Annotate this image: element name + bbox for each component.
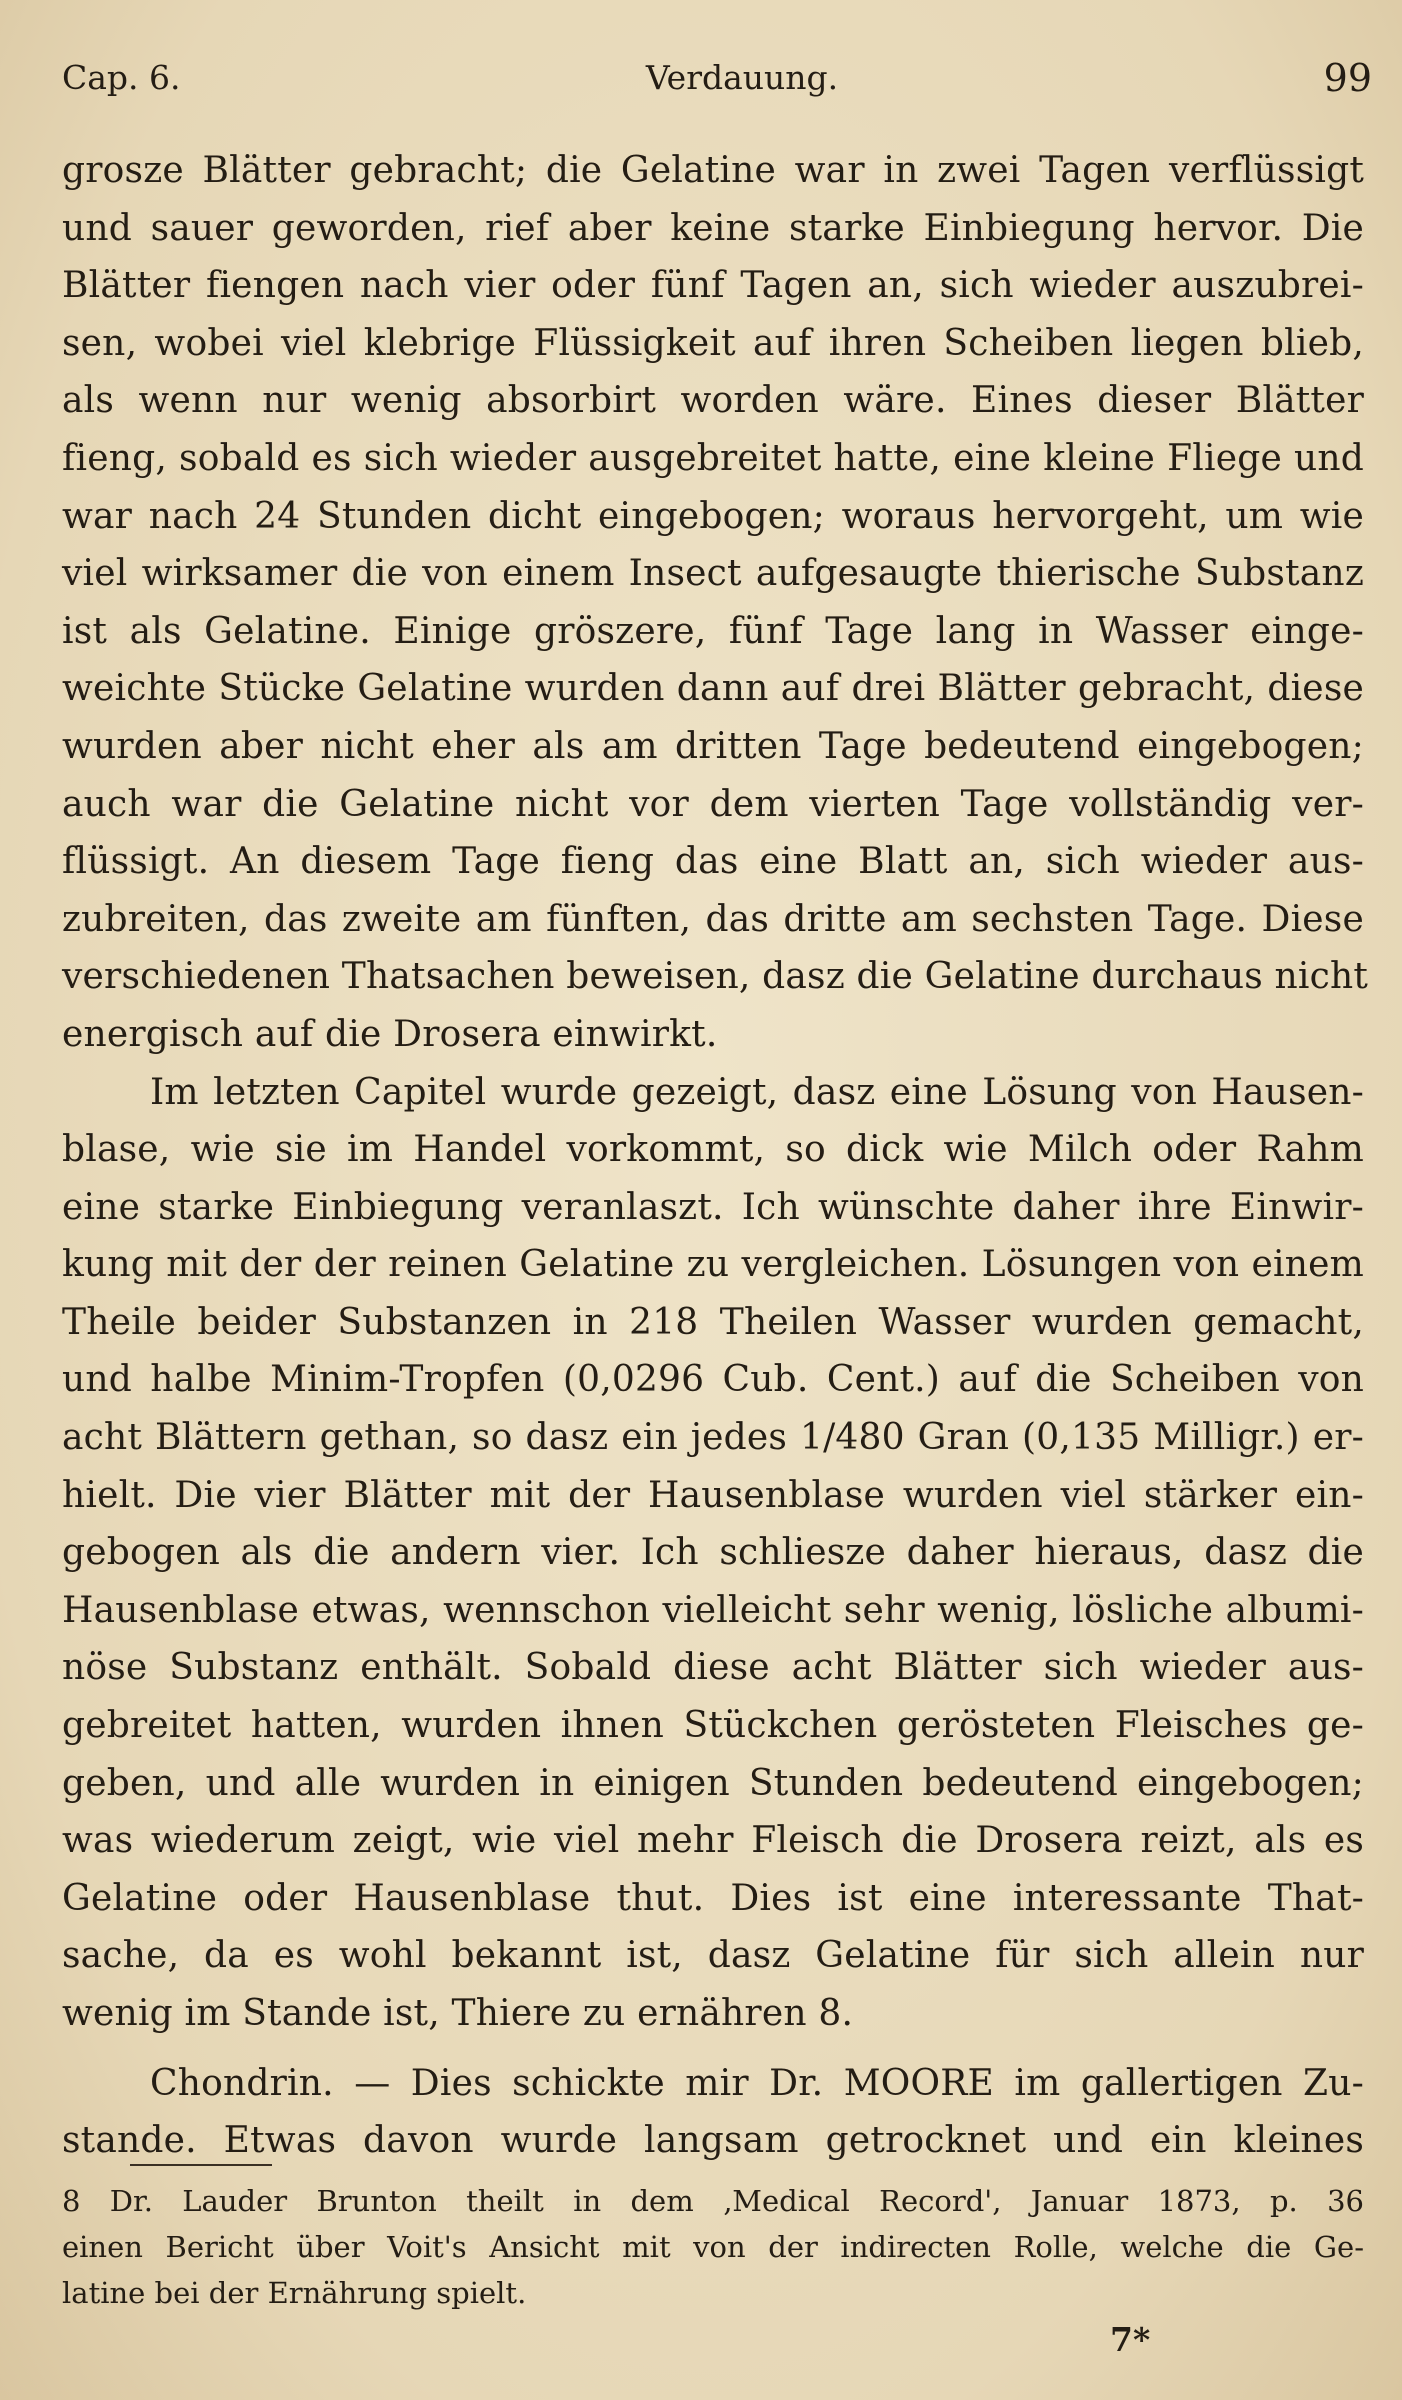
text-line: weichte Stücke Gelatine wurden dann auf drei Blätter gebracht, diese bbox=[62, 668, 1364, 710]
text-line: blase, wie sie im Handel vorkommt, so dick wie Milch oder Rahm bbox=[62, 1129, 1364, 1171]
section-chondrin-first-line: Chondrin. — Dies schickte mir Dr. MOORE im gallertigen Zu- bbox=[150, 2062, 1364, 2104]
text-line: wurden aber nicht eher als am dritten Tage bedeutend eingebogen; bbox=[62, 725, 1364, 767]
footnote bbox=[62, 2178, 1364, 2316]
text-line: stande. Etwas davon wurde langsam getrocknet und ein kleines bbox=[62, 2120, 1364, 2162]
paragraph-first-line: Im letzten Capitel wurde gezeigt, dasz eine Lösung von Hausen- bbox=[150, 1071, 1364, 1113]
page-number: 99 bbox=[1323, 56, 1372, 100]
text-line: zubreiten, das zweite am fünften, das dritte am sechsten Tage. Diese bbox=[62, 898, 1364, 940]
text-line: kung mit der der reinen Gelatine zu vergleichen. Lösungen von einem bbox=[62, 1244, 1364, 1286]
text-line: als wenn nur wenig absorbirt worden wäre. Eines dieser Blätter bbox=[62, 380, 1364, 422]
footnote-line: einen Bericht über Voit's Ansicht mit von der indirecten Rolle, welche die Ge- bbox=[62, 2230, 1364, 2264]
text-line: Hausenblase etwas, wennschon vielleicht sehr wenig, lösliche albumi- bbox=[62, 1589, 1364, 1631]
text-line: fieng, sobald es sich wieder ausgebreitet hatte, eine kleine Fliege und bbox=[62, 437, 1364, 479]
chapter-label: Cap. 6. bbox=[62, 58, 181, 97]
text-line: gebreitet hatten, wurden ihnen Stückchen gerösteten Fleisches ge- bbox=[62, 1705, 1364, 1747]
paragraph-gap bbox=[62, 2043, 1364, 2055]
text-line: viel wirksamer die von einem Insect aufgesaugte thierische Substanz bbox=[62, 553, 1364, 595]
text-line: hielt. Die vier Blätter mit der Hausenblase wurden viel stärker ein- bbox=[62, 1474, 1364, 1516]
text-line: und sauer geworden, rief aber keine starke Einbiegung hervor. Die bbox=[62, 207, 1364, 249]
signature-mark: 7* bbox=[1110, 2320, 1151, 2359]
text-line: acht Blättern gethan, so dasz ein jedes 1/480 Gran (0,135 Milligr.) er- bbox=[62, 1417, 1364, 1459]
text-line: Blätter fiengen nach vier oder fünf Tagen an, sich wieder auszubrei- bbox=[62, 265, 1364, 307]
running-head bbox=[62, 52, 1372, 104]
main-text bbox=[62, 142, 1369, 2170]
paragraph-end-line: wenig im Stande ist, Thiere zu ernähren 8. bbox=[62, 1993, 854, 2034]
footnote-rule bbox=[130, 2164, 272, 2166]
running-title: Verdauung. bbox=[645, 58, 839, 97]
text-line: und halbe Minim-Tropfen (0,0296 Cub. Cent.) auf die Scheiben von bbox=[62, 1359, 1364, 1401]
text-line: verschiedenen Thatsachen beweisen, dasz die Gelatine durchaus nicht bbox=[62, 956, 1369, 998]
text-line: sen, wobei viel klebrige Flüssigkeit auf ihren Scheiben liegen blieb, bbox=[62, 322, 1364, 364]
text-line: sache, da es wohl bekannt ist, dasz Gelatine für sich allein nur bbox=[62, 1935, 1364, 1977]
text-line: auch war die Gelatine nicht vor dem vierten Tage vollständig ver- bbox=[62, 783, 1364, 825]
text-line: gebogen als die andern vier. Ich schliesze daher hieraus, dasz die bbox=[62, 1532, 1364, 1574]
text-line: was wiederum zeigt, wie viel mehr Fleisch die Drosera reizt, als es bbox=[62, 1820, 1364, 1862]
text-line: ist als Gelatine. Einige gröszere, fünf Tage lang in Wasser einge- bbox=[62, 610, 1364, 652]
footnote-line: 8 Dr. Lauder Brunton theilt in dem ‚Medical Record', Januar 1873, p. 36 bbox=[62, 2184, 1364, 2218]
text-line: flüssigt. An diesem Tage fieng das eine Blatt an, sich wieder aus- bbox=[62, 841, 1364, 883]
text-line: grosze Blätter gebracht; die Gelatine war in zwei Tagen verflüssigt bbox=[62, 150, 1364, 191]
footnote-line: latine bei der Ernährung spielt. bbox=[62, 2276, 527, 2310]
text-line: Theile beider Substanzen in 218 Theilen Wasser wurden gemacht, bbox=[62, 1301, 1364, 1343]
text-line: geben, und alle wurden in einigen Stunden bedeutend eingebogen; bbox=[62, 1762, 1364, 1804]
text-line: nöse Substanz enthält. Sobald diese acht Blätter sich wieder aus- bbox=[62, 1647, 1364, 1689]
text-line: Gelatine oder Hausenblase thut. Dies ist eine interessante That- bbox=[62, 1877, 1364, 1919]
text-line: eine starke Einbiegung veranlaszt. Ich wünschte daher ihre Einwir- bbox=[62, 1186, 1364, 1228]
paragraph-end-line: energisch auf die Drosera einwirkt. bbox=[62, 1013, 718, 1055]
text-line: war nach 24 Stunden dicht eingebogen; woraus hervorgeht, um wie bbox=[62, 495, 1364, 537]
